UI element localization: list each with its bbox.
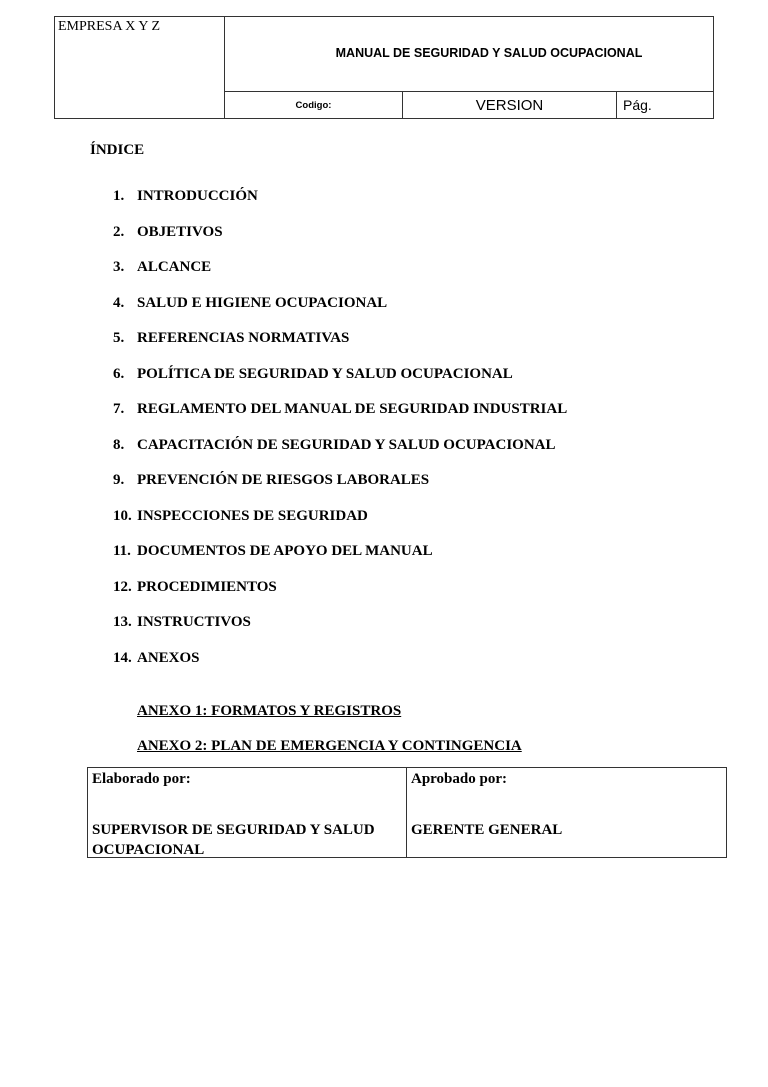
document-title [225,17,714,92]
toc-item-number: 11. [113,543,131,559]
toc-item-number: 8. [113,436,125,453]
document-header [54,16,714,119]
toc-item [113,610,567,646]
company-name: EMPRESA X Y Z [55,17,225,119]
prepared-by-cell [88,768,407,858]
toc-item-label: INSPECCIONES DE SEGURIDAD [137,507,368,524]
toc-item-number: 13. [113,614,132,630]
toc-item-label: ALCANCE [137,259,212,275]
prepared-by-value: SUPERVISOR DE SEGURIDAD Y SALUD OCUPACIONAL [92,822,375,858]
toc-item-number: 12. [113,578,132,595]
toc-item-number: 5. [113,330,125,346]
toc-item-label: DOCUMENTOS DE APOYO DEL MANUAL [137,543,433,559]
toc-item [113,504,567,540]
page-label: Pág. [617,92,714,119]
table-of-contents [113,184,567,681]
codigo-label: Codigo: [225,92,403,119]
toc-item [113,397,567,433]
approved-by-label: Aprobado por: [411,771,507,787]
version-label: VERSION [403,92,617,119]
toc-item [113,255,567,291]
toc-item-number: 2. [113,223,125,240]
toc-item-number: 4. [113,294,125,311]
annex-item-2: ANEXO 2: PLAN DE EMERGENCIA Y CONTINGENCIA [137,738,522,754]
toc-item [113,433,567,469]
toc-item [113,539,567,575]
toc-item-label: OBJETIVOS [137,223,223,240]
approved-by-cell [407,768,727,858]
toc-item [113,184,567,220]
toc-item [113,220,567,256]
toc-item-label: POLÍTICA DE SEGURIDAD Y SALUD OCUPACIONAL [137,365,513,382]
toc-item-label: PROCEDIMIENTOS [137,578,277,595]
document-title-text: MANUAL DE SEGURIDAD Y SALUD OCUPACIONAL [335,46,643,60]
toc-item-label: INTRODUCCIÓN [137,188,258,204]
toc-item-number: 3. [113,259,125,275]
toc-item-label: SALUD E HIGIENE OCUPACIONAL [137,294,388,311]
toc-item-number: 6. [113,365,125,382]
toc-item [113,468,567,504]
toc-item-label: ANEXOS [137,649,200,666]
toc-item [113,291,567,327]
toc-item-label: CAPACITACIÓN DE SEGURIDAD Y SALUD OCUPACIONAL [137,436,556,453]
toc-item [113,575,567,611]
toc-item-label: REFERENCIAS NORMATIVAS [137,330,350,346]
toc-item-label: INSTRUCTIVOS [137,614,251,630]
toc-item-label: REGLAMENTO DEL MANUAL DE SEGURIDAD INDUSTRIAL [137,401,568,417]
toc-item [113,646,567,682]
toc-item-number: 1. [113,188,125,204]
toc-item-label: PREVENCIÓN DE RIESGOS LABORALES [137,472,430,488]
toc-item-number: 10. [113,507,132,524]
toc-item [113,362,567,398]
signature-table [87,767,727,858]
prepared-by-label: Elaborado por: [92,771,191,787]
toc-item-number: 9. [113,472,125,488]
approved-by-value: GERENTE GENERAL [411,822,563,838]
index-title: ÍNDICE [90,142,145,158]
toc-item [113,326,567,362]
toc-item-number: 7. [113,401,125,417]
toc-item-number: 14. [113,649,132,666]
annex-item-1: ANEXO 1: FORMATOS Y REGISTROS [137,703,402,719]
